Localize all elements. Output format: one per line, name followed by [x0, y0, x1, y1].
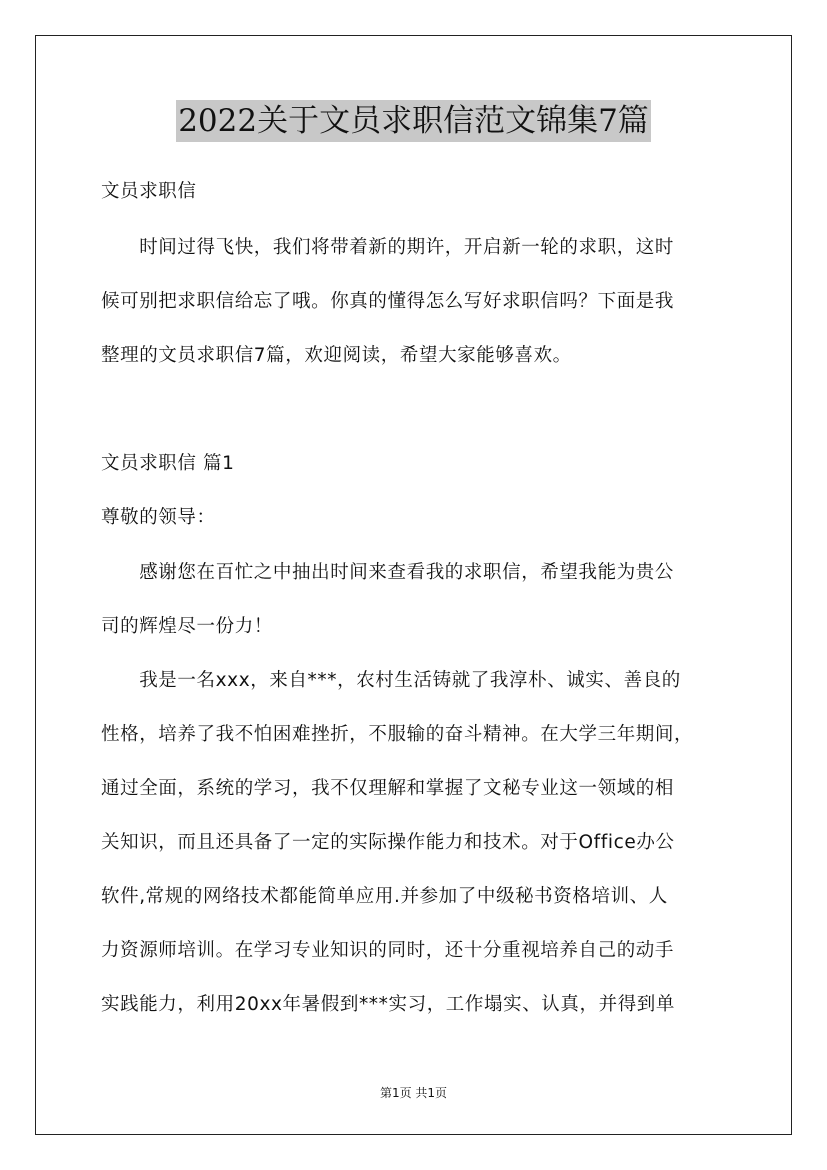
page-footer: 第1页 共1页: [379, 1086, 448, 1100]
salutation: 尊敬的领导：: [101, 507, 216, 528]
paragraph2-line-6: 力资源师培训。在学习专业知识的同时，还十分重视培养自己的动手: [101, 940, 675, 961]
intro-line-1: 时间过得飞快，我们将带着新的期许，开启新一轮的求职，这时: [101, 237, 675, 258]
paragraph2-line-4: 关知识，而且还具备了一定的实际操作能力和技术。对于Office办公: [101, 832, 675, 853]
paragraph2-line-1: 我是一名xxx，来自***，农村生活铸就了我淳朴、诚实、善良的: [101, 670, 681, 691]
section-heading: 文员求职信: [101, 181, 197, 202]
title-container: [0, 100, 827, 142]
intro-line-3: 整理的文员求职信7篇，欢迎阅读，希望大家能够喜欢。: [101, 345, 572, 366]
paragraph1-line-2: 司的辉煌尽一份力！: [101, 616, 273, 637]
document-title: 2022关于文员求职信范文锦集7篇: [176, 100, 651, 142]
paragraph2-line-5: 软件,常规的网络技术都能简单应用.并参加了中级秘书资格培训、人: [101, 886, 668, 907]
intro-line-2: 候可别把求职信给忘了哦。你真的懂得怎么写好求职信吗？下面是我: [101, 291, 675, 312]
paragraph1-line-1: 感谢您在百忙之中抽出时间来查看我的求职信，希望我能为贵公: [101, 562, 675, 583]
paragraph2-line-7: 实践能力，利用20xx年暑假到***实习，工作塌实、认真，并得到单: [101, 994, 675, 1015]
part-heading: 文员求职信 篇1: [101, 453, 235, 474]
paragraph2-line-2: 性格，培养了我不怕困难挫折，不服输的奋斗精神。在大学三年期间，: [101, 724, 694, 745]
paragraph2-line-3: 通过全面，系统的学习，我不仅理解和掌握了文秘专业这一领域的相: [101, 778, 675, 799]
